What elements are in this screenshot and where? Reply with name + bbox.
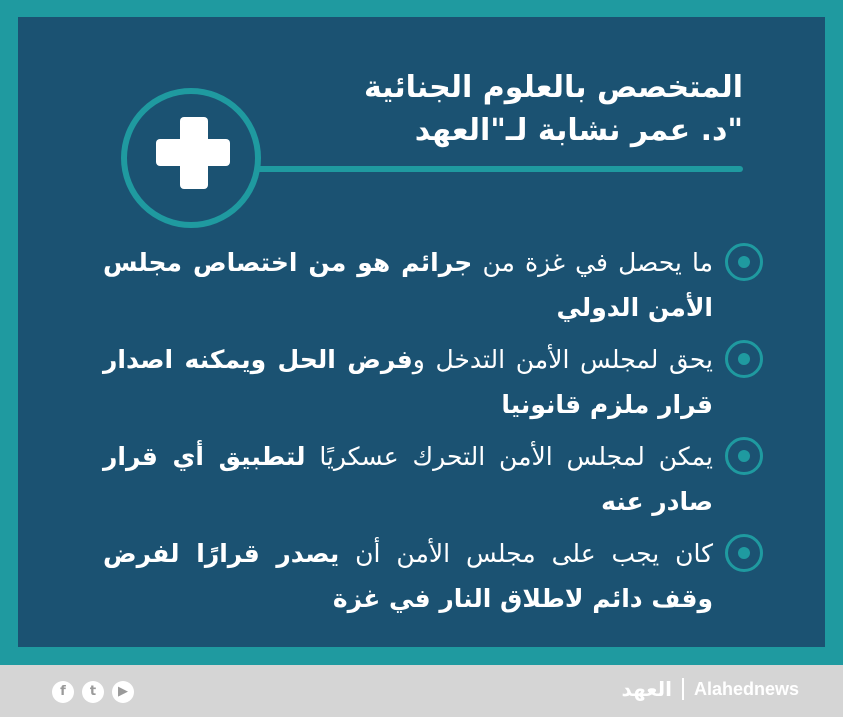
footer-bar <box>0 665 843 717</box>
bullet-dot-icon <box>725 437 763 475</box>
bullet-dot-icon <box>725 340 763 378</box>
header-divider-line <box>246 166 743 172</box>
brand-logo <box>622 677 799 701</box>
title-line-1: المتخصص بالعلوم الجنائية <box>363 70 743 105</box>
bullet-text-bold: يصدر قرارًا لفرض وقف دائم لاطلاق النار في غزة <box>103 539 713 613</box>
bullet-item <box>103 337 763 427</box>
medical-cross-icon-bar <box>156 139 230 166</box>
bullet-item <box>103 240 763 330</box>
brand-name: Alahednews <box>693 678 799 699</box>
bullet-list <box>103 240 763 628</box>
bullet-dot-icon <box>725 243 763 281</box>
brand-divider <box>682 678 684 700</box>
bullet-text-bold: لتطبيق أي قرار صادر عنه <box>103 442 713 516</box>
bullet-item <box>103 434 763 524</box>
youtube-icon[interactable]: ▶ <box>112 681 134 703</box>
bullet-text-bold: فرض الحل ويمكنه اصدار قرار ملزم قانونيا <box>103 345 713 419</box>
bullet-text: ما يحصل في غزة من <box>472 248 713 277</box>
facebook-icon[interactable]: f <box>52 681 74 703</box>
social-links <box>52 681 134 703</box>
bullet-text: كان يجب على مجلس الأمن أن <box>339 539 713 568</box>
page-title <box>273 66 743 152</box>
twitter-icon[interactable]: t <box>82 681 104 703</box>
bullet-text: يحق لمجلس الأمن التدخل و <box>412 345 713 374</box>
bullet-text-bold: جرائم هو من اختصاص مجلس الأمن الدولي <box>103 248 713 322</box>
title-line-2: "د. عمر نشابة لـ"العهد <box>414 113 743 148</box>
bullet-dot-icon <box>725 534 763 572</box>
bullet-item <box>103 531 763 621</box>
brand-arabic-logo: العهد <box>621 677 672 701</box>
bullet-text: يمكن لمجلس الأمن التحرك عسكريًا <box>305 442 713 471</box>
